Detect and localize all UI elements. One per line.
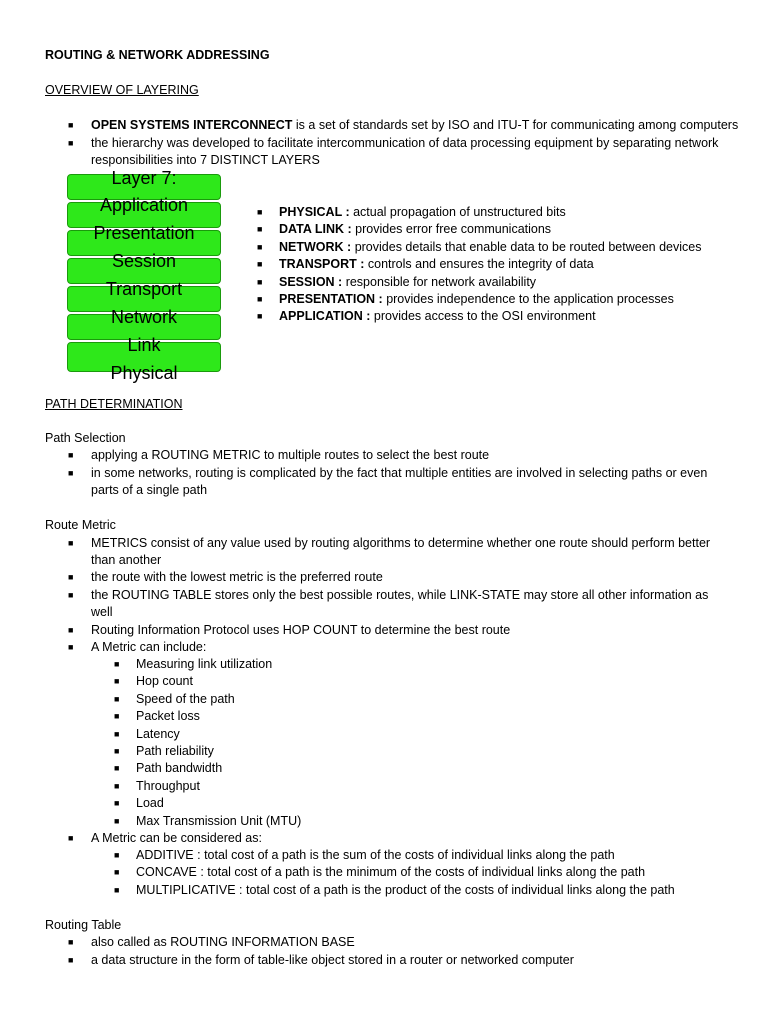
bullet-marker: ■ — [68, 538, 74, 548]
list-item: ■ Max Transmission Unit (MTU) — [114, 813, 302, 828]
list-item: ■ PHYSICAL : actual propagation of unstructured bits — [257, 205, 566, 219]
list-item: in some networks, routing is complicated by the fact that multiple entities are involved in selecting paths or even parts of a single path — [91, 466, 708, 497]
list-item: ■ Packet loss — [114, 709, 200, 724]
bullet-marker: ■ — [68, 833, 74, 843]
list-item: also called as ROUTING INFORMATION BASE — [91, 935, 355, 949]
list-item: ■ PRESENTATION : provides independence to the application processes — [257, 292, 674, 307]
list-item: ■ DATA LINK : provides error free communications — [257, 222, 552, 237]
list-item: ■ Speed of the path — [114, 691, 235, 706]
list-item: ■ Latency — [114, 726, 180, 741]
bullet-marker: ■ — [68, 955, 74, 965]
bullet-marker: ■ — [68, 468, 74, 478]
layer-label: Network — [110, 307, 177, 327]
bullet-marker: ■ — [68, 120, 74, 130]
bullet-marker: ■ — [68, 625, 74, 635]
list-item: ■ CONCAVE : total cost of a path is the minimum of the costs of individual links along the path — [114, 865, 646, 880]
list-item: METRICS consist of any value used by routing algorithms to determine whether one route should perform better than another — [91, 536, 711, 567]
route-metric-title: Route Metric — [45, 518, 116, 532]
bullet-marker: ■ — [68, 572, 74, 582]
layer-label: Transport — [105, 279, 183, 299]
path-heading: PATH DETERMINATION — [45, 397, 183, 411]
list-item: ■ TRANSPORT : controls and ensures the integrity of data — [257, 257, 594, 272]
list-item: the route with the lowest metric is the preferred route — [91, 570, 383, 584]
path-selection-title: Path Selection — [45, 431, 126, 445]
layer-definitions — [257, 204, 702, 326]
bullet-marker: ■ — [68, 138, 74, 148]
overview-bullet-2: the hierarchy was developed to facilitate intercommunication of data processing equipment by separating network responsibilities into 7 DISTINCT LAYERS — [91, 136, 719, 167]
layer-label: Presentation — [93, 223, 195, 243]
list-item: A Metric can include: — [91, 640, 207, 654]
list-item: ■ Load — [114, 796, 164, 811]
list-item: A Metric can be considered as: — [91, 831, 262, 845]
list-item: ■ NETWORK : provides details that enable data to be routed between devices — [257, 239, 702, 254]
list-item: the ROUTING TABLE stores only the best possible routes, while LINK-STATE may store all other information as well — [91, 588, 709, 619]
list-item: ■ Measuring link utilization — [114, 657, 273, 671]
bullet-marker: ■ — [68, 642, 74, 652]
list-item: ■ SESSION : responsible for network availability — [257, 274, 537, 289]
list-item: ■ Path reliability — [114, 744, 214, 759]
bullet-marker: ■ — [68, 937, 74, 947]
list-item: ■ MULTIPLICATIVE : total cost of a path is the product of the costs of individual links along the path — [114, 882, 675, 897]
bullet-marker: ■ — [68, 590, 74, 600]
routing-table-title: Routing Table — [45, 918, 122, 932]
layer-label: Layer 7: — [111, 168, 177, 188]
list-item: ■ Path bandwidth — [114, 761, 223, 776]
layer-label: Physical — [110, 363, 178, 383]
list-item: ■ ADDITIVE : total cost of a path is the sum of the costs of individual links along the path — [114, 848, 615, 862]
list-item: ■ Throughput — [114, 778, 200, 793]
metric-include-list — [114, 656, 302, 830]
list-item: Routing Information Protocol uses HOP COUNT to determine the best route — [91, 623, 511, 637]
layer-label: Link — [127, 335, 161, 355]
overview-heading: OVERVIEW OF LAYERING — [45, 83, 199, 97]
list-item: a data structure in the form of table-like object stored in a router or networked computer — [91, 953, 574, 967]
list-item: applying a ROUTING METRIC to multiple routes to select the best route — [91, 448, 490, 462]
document-title: ROUTING & NETWORK ADDRESSING — [45, 48, 270, 62]
overview-bullet-1: OPEN SYSTEMS INTERCONNECT is a set of standards set by ISO and ITU-T for communicating among computers — [91, 118, 739, 132]
metric-considered-list — [114, 847, 675, 899]
list-item: ■ APPLICATION : provides access to the OSI environment — [257, 309, 596, 324]
layer-label: Session — [111, 251, 177, 271]
layer-label: Application — [99, 195, 189, 215]
list-item: ■ Hop count — [114, 674, 193, 689]
bullet-marker: ■ — [68, 450, 74, 460]
